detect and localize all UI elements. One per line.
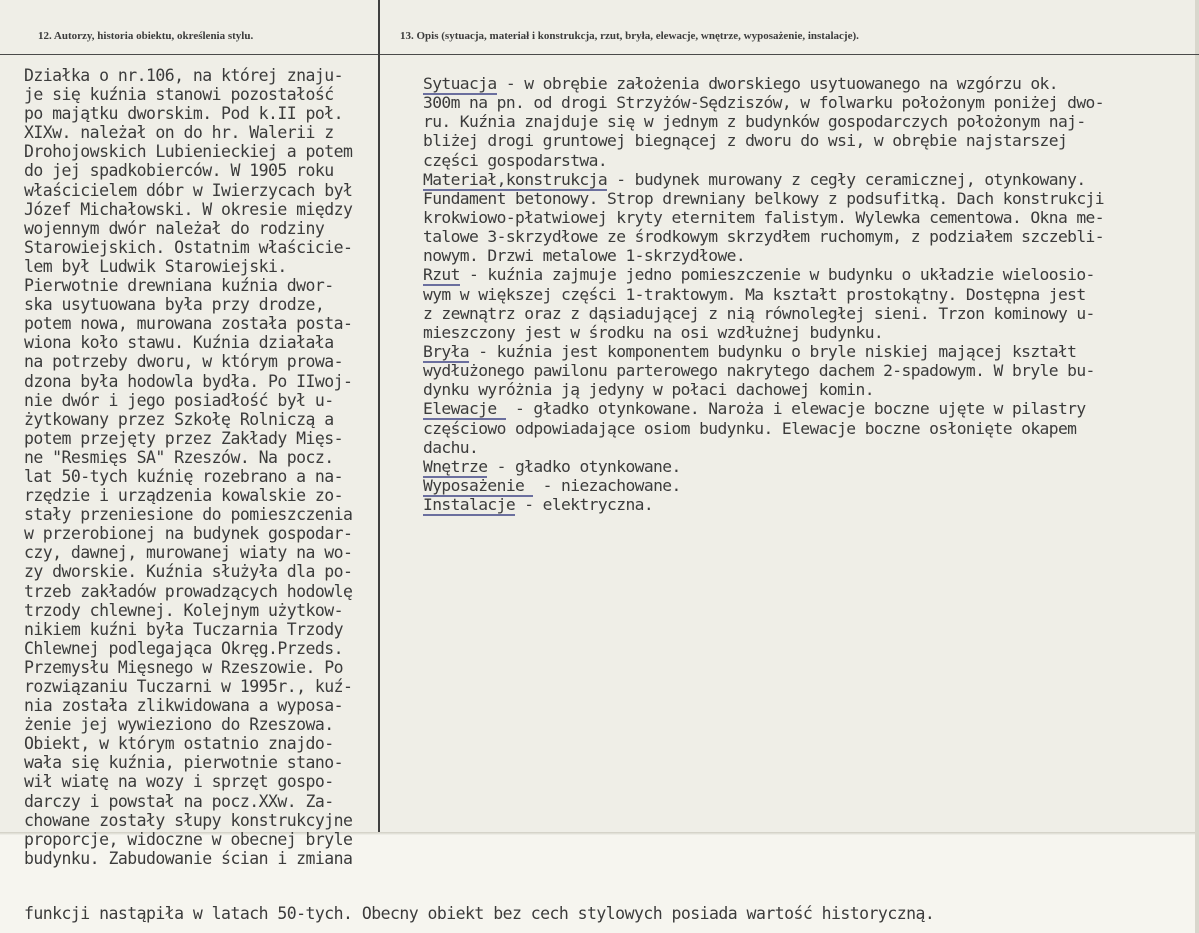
history-line: Starowiejskich. Ostatnim właściciе- bbox=[24, 237, 353, 257]
description-line bbox=[423, 93, 1104, 112]
description-line bbox=[423, 246, 1104, 265]
history-line: wiona koło stawu. Kuźnia działała bbox=[24, 333, 334, 353]
section-label: Bryła bbox=[423, 341, 470, 361]
history-line: ne "Resmięs SA" Rzeszów. Na pocz. bbox=[24, 447, 334, 467]
page-edge bbox=[1195, 0, 1199, 933]
description-line bbox=[423, 361, 1104, 380]
description-line-text: - kuźnia jest komponentem budynku o bryle niskiej mającej kształt bbox=[469, 341, 1077, 361]
description-line-text: - w obrębie założenia dworskiego usytuowanego na wzgórzu ok. bbox=[496, 74, 1058, 93]
section-label: Wnętrze bbox=[423, 456, 488, 476]
description-line bbox=[423, 304, 1104, 323]
history-line: Obiekt, w którym ostatnio znajdo- bbox=[24, 734, 334, 754]
description-line-text: Fundament betonowy. Strop drewniany belkowy z podsufitką. Dach konstrukcji bbox=[423, 188, 1104, 208]
description-line bbox=[423, 495, 1104, 514]
description-line bbox=[423, 189, 1104, 208]
description-line bbox=[423, 227, 1104, 246]
history-line: nie dwór i jego posiadłość był u- bbox=[24, 390, 334, 410]
history-line: Pierwotnie drewniana kuźnia dwor- bbox=[24, 276, 334, 296]
description-line-text: dynku wyróżnia ją jedyny w połaci dachowej komin. bbox=[423, 380, 874, 400]
history-line: żenie jej wywieziono do Rzeszowa. bbox=[24, 715, 334, 735]
description-line-text: nowym. Drzwi metalowe 1-skrzydłowe. bbox=[423, 246, 746, 266]
description-line-text: krokwiowo-płatwiowej kryty eternitem falistym. Wylewka cementowa. Okna me- bbox=[423, 207, 1104, 227]
history-line: lem był Ludwik Starowiejski. bbox=[24, 256, 287, 276]
section-label: Elewacje bbox=[423, 399, 506, 419]
history-line: dzona była hodowla bydła. Po IIwoj- bbox=[24, 371, 353, 391]
section-label: Sytuacja bbox=[423, 74, 497, 93]
history-line: darczy i powstał na pocz.XXw. Za- bbox=[24, 791, 334, 811]
description-line-text: ru. Kuźnia znajduje się w jednym z budynków gospodarczych położonym naj- bbox=[423, 112, 1086, 132]
header-rule bbox=[0, 54, 1199, 55]
description-line-text: częściowo odpowiadające osiom budynku. Elewacje boczne osłonięte okapem bbox=[423, 418, 1077, 438]
description-line bbox=[423, 265, 1104, 284]
history-line: żytkowany przez Szkołę Rolniczą a bbox=[24, 409, 334, 429]
history-line: rozwiązaniu Tuczarni w 1995r., kuź- bbox=[24, 677, 353, 696]
section-label: Rzut bbox=[423, 265, 460, 285]
description-line-text: talowe 3-skrzydłowe ze środkowym skrzydłem ruchomym, z podziałem szczebli- bbox=[423, 227, 1104, 247]
history-line: Drohojowskich Lubienieckiej a potem bbox=[24, 142, 353, 162]
history-text bbox=[24, 66, 352, 868]
description-line bbox=[423, 131, 1104, 150]
history-line: nikiem kuźni była Tuczarnia Trzody bbox=[24, 619, 344, 639]
description-line bbox=[423, 112, 1104, 131]
history-line: budynku. Zabudowanie ścian i zmiana bbox=[24, 848, 353, 868]
history-line: trzeb zakładów prowadzących hodowlę bbox=[24, 581, 353, 601]
description-line bbox=[423, 399, 1104, 418]
description-line bbox=[423, 342, 1104, 361]
description-text bbox=[423, 74, 1104, 514]
history-line: XIXw. należał on do hr. Walerii z bbox=[24, 123, 334, 143]
description-line-text: - elektryczna. bbox=[515, 495, 654, 515]
section-12-heading: 12. Autorzy, historia obiektu, określenia stylu. bbox=[38, 30, 254, 42]
history-line: właścicielem dóbr w Iwierzycach był bbox=[24, 180, 353, 200]
description-line-text: z zewnątrz oraz z dąsiadującej z nią równoległej sieni. Trzon kominowy u- bbox=[423, 303, 1095, 323]
section-label: Instalacje bbox=[423, 495, 516, 515]
history-line: chowane zostały słupy konstrukcyjne bbox=[24, 810, 353, 830]
description-line-text: - niezachowane. bbox=[533, 475, 681, 495]
history-line: trzody chlewnej. Kolejnym użytkow- bbox=[24, 600, 344, 620]
section-label: Materiał,konstrukcja bbox=[423, 169, 608, 189]
history-line: Działka o nr.106, na której znaju- bbox=[24, 66, 344, 85]
description-line bbox=[423, 285, 1104, 304]
column-divider bbox=[378, 0, 380, 832]
section-13-heading: 13. Opis (sytuacja, materiał i konstrukcja, rzut, bryła, elewacje, wnętrze, wyposażenie, instalacje). bbox=[400, 30, 859, 42]
description-line bbox=[423, 151, 1104, 170]
history-line: na potrzeby dworu, w którym prowa- bbox=[24, 352, 344, 372]
description-line-text: - budynek murowany z cegły ceramicznej, otynkowany. bbox=[607, 169, 1086, 189]
history-line: czy, dawnej, murowanej wiaty na wo- bbox=[24, 543, 353, 563]
description-line bbox=[423, 438, 1104, 457]
description-line bbox=[423, 74, 1104, 93]
history-line: lat 50-tych kuźnię rozebrano a na- bbox=[24, 466, 344, 486]
description-line bbox=[423, 323, 1104, 342]
section-label: Wyposażenie bbox=[423, 475, 534, 495]
description-line bbox=[423, 457, 1104, 476]
history-line: stały przeniesione do pomieszczenia bbox=[24, 505, 353, 525]
history-line: wała się kuźnia, pierwotnie stano- bbox=[24, 753, 344, 773]
description-line-text: 300m na pn. od drogi Strzyżów-Sędziszów, w folwarku położonym poniżej dwo- bbox=[423, 93, 1104, 113]
history-line: do jej spadkobierców. W 1905 roku bbox=[24, 161, 334, 181]
history-line: proporcje, widoczne w obecnej bryle bbox=[24, 829, 353, 849]
history-line: nia została zlikwidowana a wyposa- bbox=[24, 696, 344, 716]
description-line-text: mieszczony jest w środku na osi wzdłużnej budynku. bbox=[423, 322, 884, 342]
description-line-text: - gładko otynkowane. Naroża i elewacje boczne ujęte w pilastry bbox=[505, 399, 1086, 419]
history-line: wił wiatę na wozy i sprzęt gospo- bbox=[24, 772, 334, 792]
description-line bbox=[423, 208, 1104, 227]
description-line-text: dachu. bbox=[423, 437, 479, 457]
description-line-text: bliżej drogi gruntowej biegnącej z dworu do wsi, w obrębie najstarszej bbox=[423, 131, 1068, 151]
description-line bbox=[423, 170, 1104, 189]
description-line bbox=[423, 380, 1104, 399]
history-line: potem przejęty przez Zakłady Mięs- bbox=[24, 428, 344, 448]
history-line: ska usytuowana była przy drodze, bbox=[24, 295, 325, 315]
description-line bbox=[423, 419, 1104, 438]
history-last-line: funkcji nastąpiła w latach 50-tych. Obecny obiekt bez cech stylowych posiada wartość historyczną. bbox=[24, 904, 935, 923]
history-line: je się kuźnia stanowi pozostałość bbox=[24, 85, 334, 105]
history-line: w przerobionej na budynek gospodar- bbox=[24, 524, 353, 544]
description-line-text: - gładko otynkowane. bbox=[487, 456, 681, 476]
history-line: rzędzie i urządzenia kowalskie zo- bbox=[24, 486, 344, 506]
history-line: potem nowa, murowana została posta- bbox=[24, 314, 353, 334]
history-line: Chlewnej podlegająca Okręg.Przeds. bbox=[24, 638, 344, 658]
description-line-text: - kuźnia zajmuje jedno pomieszczenie w budynku o układzie wieloosio- bbox=[459, 265, 1095, 285]
history-line: po majątku dworskim. Pod k.II poł. bbox=[24, 104, 344, 124]
history-line: Przemysłu Mięsnego w Rzeszowie. Po bbox=[24, 657, 344, 677]
description-line bbox=[423, 476, 1104, 495]
description-line-text: części gospodarstwa. bbox=[423, 150, 608, 170]
description-line-text: wydłużonego pawilonu parterowego nakrytego dachem 2-spadowym. W bryle bu- bbox=[423, 361, 1095, 381]
history-line: wojennym dwór należał do rodziny bbox=[24, 218, 325, 238]
description-line-text: wym w większej części 1-traktowym. Ma kształt prostokątny. Dostępna jest bbox=[423, 284, 1086, 304]
history-line: Józef Michałowski. W okresie między bbox=[24, 199, 353, 219]
history-line: zy dworskie. Kuźnia służyła dla po- bbox=[24, 562, 353, 582]
